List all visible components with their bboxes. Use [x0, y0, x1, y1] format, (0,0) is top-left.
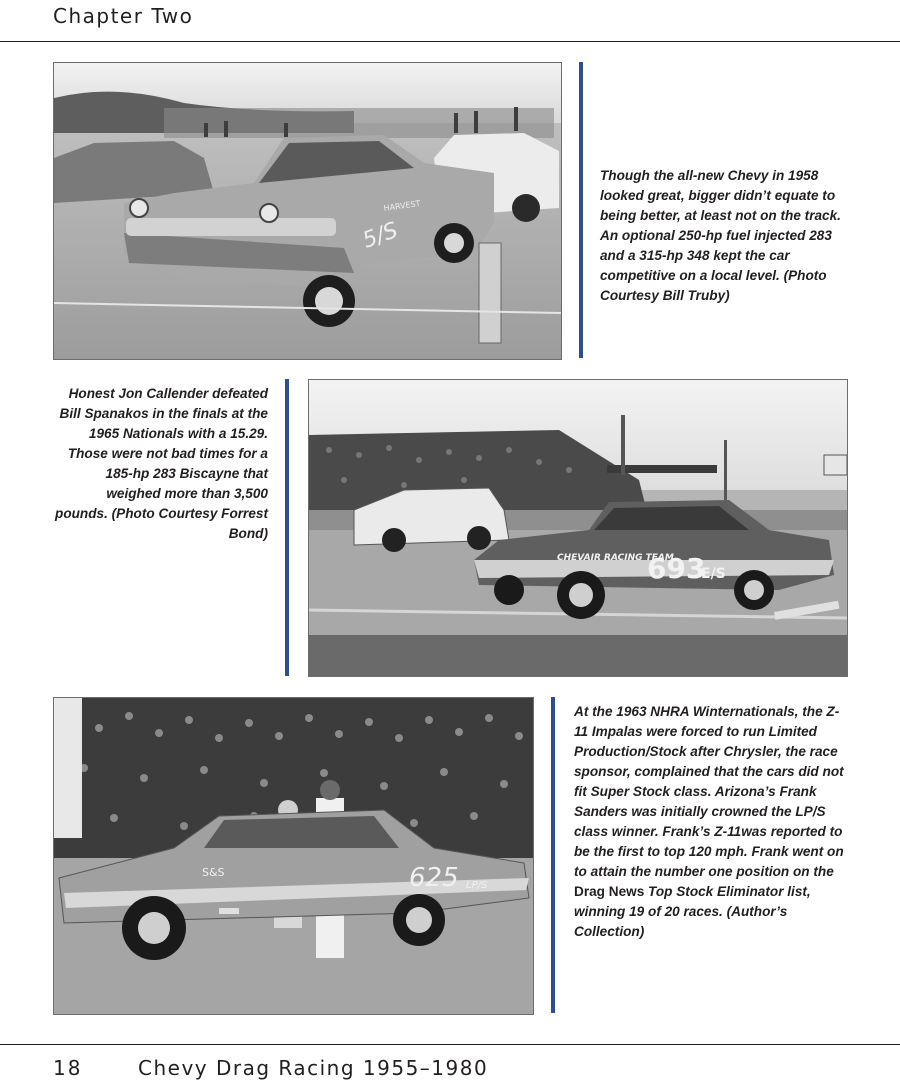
photo2-car-class: E/S	[701, 566, 726, 582]
caption-3-publication: Drag News	[574, 884, 645, 899]
photo3-door-text: S&S	[202, 866, 225, 879]
photo3-car-number: 625	[409, 863, 459, 893]
caption-1958-chevy: Though the all-new Chevy in 1958 looked great, bigger didn’t equate to being better, at least not on the track. An optional 250-hp fuel injected 283 and a 315-hp 348 kept the car competitive on a local level. (Photo Courtesy Bill Truby)	[600, 168, 841, 303]
caption-1959-chevy: Honest Jon Callender defeated Bill Spanakos in the finals at the 1965 Nationals with a 15.29. Those were not bad times for a 185-hp 283 Biscayne that weighed more than 3,500 pounds. (Photo Courtesy Forrest Bond)	[55, 386, 268, 541]
chapter-title: Chapter Two	[53, 4, 194, 28]
photo1-door-number: 5/S	[359, 218, 402, 254]
caption-3-part-a: At the 1963 NHRA Winternationals, the Z-11 Impalas were forced to run Limited Production/Stock after Chrysler, the race sponsor, complained that the cars did not fit Super Stock class. Arizona’s Frank Sanders was initially crowned the LP/S class winner. Frank’s Z-11was reported to be the first to top 120 mph. Frank went on to attain the number one position on the	[574, 704, 844, 879]
page-number: 18	[53, 1056, 83, 1080]
photo-1958-chevy	[53, 62, 562, 360]
footer-rule	[0, 1044, 900, 1045]
caption-3-part-c: Top Stock Eliminator list, winning 19 of 20 races. (Author’s Collection)	[574, 884, 811, 939]
photo3-car-class: LP/S	[466, 880, 488, 891]
photo1-fender-text: HARVEST	[383, 198, 422, 213]
photo-1963-impala	[53, 697, 534, 1015]
caption-1963-impala	[574, 702, 846, 942]
caption-bar-3	[551, 697, 555, 1013]
book-title: Chevy Drag Racing 1955–1980	[138, 1056, 489, 1080]
caption-bar-1	[579, 62, 583, 358]
photo2-team-text: CHEVAIR RACING TEAM	[557, 553, 674, 563]
photo-1959-chevy-chevair	[308, 379, 848, 677]
header-rule	[0, 41, 900, 42]
caption-bar-2	[285, 379, 289, 676]
photo2-car-number: 693	[647, 552, 706, 585]
